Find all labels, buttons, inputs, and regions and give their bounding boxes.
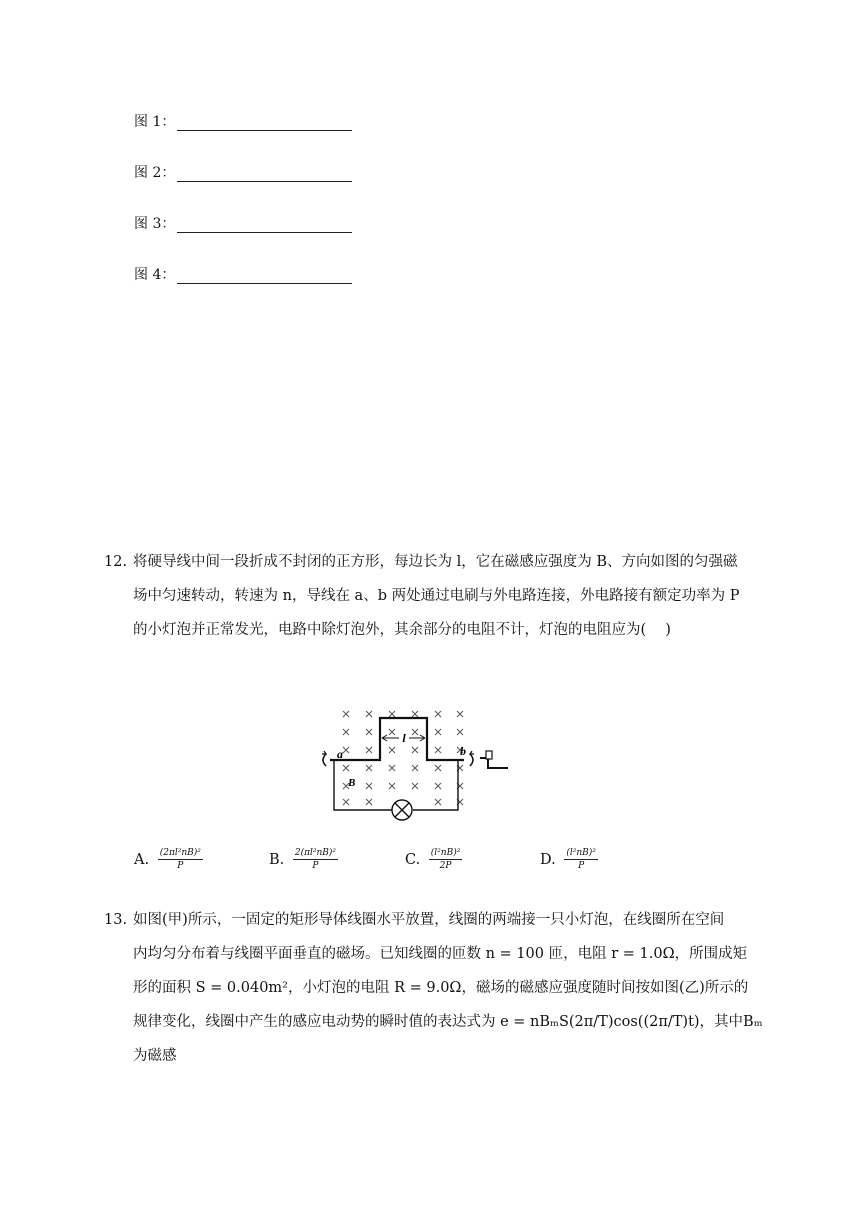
- question-line: 场中匀速转动，转速为 n，导线在 a、b 两处通过电刷与外电路连接，外电路接有额定功率为 P: [133, 588, 740, 604]
- question-line: 规律变化，线圈中产生的感应电动势的瞬时值的表达式为 e = nBₘS(2π/T)cos((2π/T)t)，其中Bₘ为磁感: [133, 1014, 763, 1064]
- fraction-denominator: P: [578, 861, 585, 871]
- field-cross-mark: [435, 711, 441, 717]
- option-b[interactable]: [269, 848, 338, 871]
- blank-label: 图 1：: [134, 114, 176, 130]
- field-cross-mark: [412, 783, 418, 789]
- label-l: l: [402, 731, 406, 745]
- blank-fig4[interactable]: [134, 264, 352, 284]
- option-d[interactable]: [540, 848, 598, 871]
- coil-diagram: [312, 700, 534, 830]
- answer-line: [177, 218, 352, 233]
- field-cross-mark: [435, 729, 441, 735]
- question-number: 13.: [104, 912, 128, 928]
- answer-line: [177, 167, 352, 182]
- blank-label: 图 4：: [134, 267, 176, 283]
- crank-handle-icon: [486, 751, 492, 759]
- fraction-numerator: (l²nB)²: [430, 848, 461, 858]
- field-cross-mark: [389, 783, 395, 789]
- option-letter: A.: [134, 851, 150, 868]
- option-fraction: [293, 848, 338, 871]
- label-a: a: [337, 747, 343, 761]
- field-cross-mark: [389, 711, 395, 717]
- answer-line: [177, 269, 352, 284]
- question-line: 将硬导线中间一段折成不封闭的正方形，每边长为 l，它在磁感应强度为 B、方向如图的匀强磁: [133, 554, 738, 570]
- option-fraction: [564, 848, 598, 871]
- fraction-numerator: 2(πl²nB)²: [294, 848, 337, 858]
- field-cross-mark: [366, 747, 372, 753]
- field-cross-mark: [389, 765, 395, 771]
- question-line: 形的面积 S = 0.040m²，小灯泡的电阻 R = 9.0Ω，磁场的磁感应强度随时间按如图(乙)所示的: [133, 980, 749, 996]
- option-c[interactable]: [405, 848, 462, 871]
- blank-fig2[interactable]: [134, 162, 352, 182]
- option-fraction: [429, 848, 463, 871]
- answer-options: [134, 848, 654, 884]
- field-cross-mark: [343, 711, 349, 717]
- field-cross-mark: [412, 711, 418, 717]
- field-cross-mark: [389, 729, 395, 735]
- field-cross-mark: [366, 711, 372, 717]
- fraction-numerator: (2πl²nB)²: [159, 848, 201, 858]
- question-line: 的小灯泡并正常发光，电路中除灯泡外，其余部分的电阻不计，灯泡的电阻应为( ): [133, 622, 671, 638]
- field-cross-mark: [366, 729, 372, 735]
- option-letter: C.: [405, 851, 421, 868]
- field-cross-mark: [435, 799, 441, 805]
- field-cross-mark: [366, 765, 372, 771]
- field-cross-mark: [435, 747, 441, 753]
- blank-label: 图 3：: [134, 216, 176, 232]
- option-fraction: [158, 848, 203, 871]
- question-12: [104, 545, 764, 647]
- fraction-denominator: P: [177, 861, 184, 871]
- field-cross-mark: [389, 747, 395, 753]
- label-b: b: [460, 744, 466, 758]
- fraction-denominator: P: [312, 861, 319, 871]
- label-B: B: [348, 777, 356, 789]
- question-line: 如图(甲)所示，一固定的矩形导体线圈水平放置，线圈的两端接一只小灯泡，在线圈所在空间: [133, 912, 725, 928]
- question-line: 内均匀分布着与线圈平面垂直的磁场。已知线圈的匝数 n = 100 匝，电阻 r = 1.0Ω，所围成矩: [133, 946, 748, 962]
- field-cross-mark: [366, 783, 372, 789]
- field-cross-mark: [343, 765, 349, 771]
- coil-figure: [312, 700, 534, 830]
- option-letter: D.: [540, 851, 556, 868]
- option-a[interactable]: [134, 848, 203, 871]
- field-cross-mark: [412, 765, 418, 771]
- field-cross-mark: [343, 799, 349, 805]
- fraction-numerator: (l²nB)²: [566, 848, 596, 858]
- field-cross-mark: [412, 729, 418, 735]
- field-cross-mark: [435, 783, 441, 789]
- answer-line: [177, 116, 352, 131]
- field-cross-mark: [343, 729, 349, 735]
- field-cross-mark: [457, 711, 463, 717]
- field-cross-mark: [366, 799, 372, 805]
- blank-label: 图 2：: [134, 165, 176, 181]
- blank-fig3[interactable]: [134, 213, 352, 233]
- field-cross-mark: [412, 747, 418, 753]
- question-number: 12.: [104, 554, 128, 570]
- option-letter: B.: [269, 851, 285, 868]
- blank-fig1[interactable]: [134, 111, 352, 131]
- fraction-denominator: 2P: [439, 861, 452, 871]
- field-cross-mark: [343, 747, 349, 753]
- field-cross-mark: [457, 729, 463, 735]
- question-13: [104, 903, 764, 1073]
- field-cross-mark: [435, 765, 441, 771]
